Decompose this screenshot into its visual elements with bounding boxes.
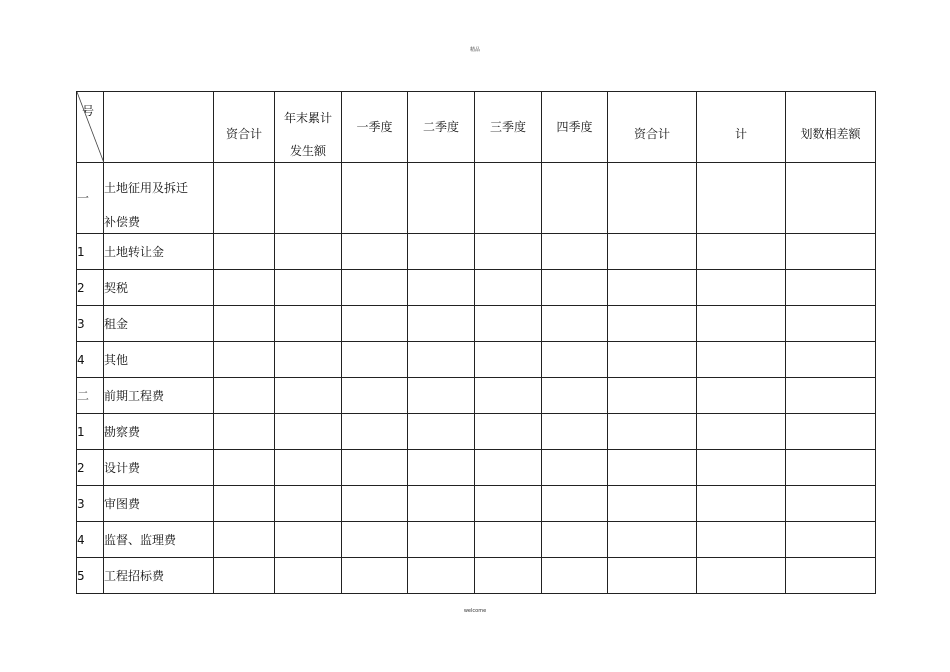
header-plan: 计 (697, 92, 786, 163)
table-cell (275, 414, 342, 450)
table-cell (342, 234, 408, 270)
table-cell (342, 486, 408, 522)
row-name: 契税 (104, 270, 214, 306)
table-cell (475, 163, 542, 234)
table-cell (275, 270, 342, 306)
table-cell (342, 414, 408, 450)
budget-table (76, 91, 876, 594)
table-cell (542, 450, 608, 486)
table-cell (408, 378, 475, 414)
table-cell (214, 270, 275, 306)
row-index: 二 (77, 378, 104, 414)
table-cell (275, 163, 342, 234)
row-name: 土地转让金 (104, 234, 214, 270)
row-index: 3 (77, 486, 104, 522)
table-cell (408, 522, 475, 558)
table-cell (608, 163, 697, 234)
table-cell (697, 450, 786, 486)
table-cell (786, 342, 876, 378)
table-cell (342, 378, 408, 414)
table-cell (697, 558, 786, 594)
row-index: 2 (77, 270, 104, 306)
table-cell (608, 270, 697, 306)
table-cell (342, 558, 408, 594)
header-year-end-line1: 年末累计 (283, 110, 332, 125)
table-cell (542, 558, 608, 594)
table-cell (475, 306, 542, 342)
table-cell (608, 486, 697, 522)
row-index: 1 (77, 234, 104, 270)
table-cell (342, 270, 408, 306)
table-row (77, 450, 876, 486)
table-row (77, 378, 876, 414)
row-name: 工程招标费 (104, 558, 214, 594)
table-cell (275, 234, 342, 270)
table-cell (275, 450, 342, 486)
table-cell (475, 522, 542, 558)
table-body (77, 234, 876, 594)
row-index: 4 (77, 522, 104, 558)
header-total-investment: 资合计 (214, 92, 275, 163)
table-row (77, 234, 876, 270)
header-q3: 三季度 (475, 92, 542, 163)
table-cell (275, 342, 342, 378)
page-header-mark: 精品 (469, 47, 480, 53)
table-cell (214, 342, 275, 378)
table-cell (786, 486, 876, 522)
row-name: 勘察费 (104, 414, 214, 450)
table-cell (608, 234, 697, 270)
table-cell (214, 163, 275, 234)
table-cell (542, 342, 608, 378)
header-year-end-cumulative (275, 92, 342, 163)
table-cell (275, 306, 342, 342)
table-cell (408, 414, 475, 450)
table-cell (542, 163, 608, 234)
table-cell (475, 234, 542, 270)
table-cell (475, 378, 542, 414)
row-name-line1: 土地征用及拆迁 (104, 180, 189, 195)
table-cell (214, 522, 275, 558)
table-row (77, 558, 876, 594)
table-cell (542, 486, 608, 522)
table-cell (542, 414, 608, 450)
table-cell (408, 558, 475, 594)
table-cell (786, 450, 876, 486)
table-cell (214, 558, 275, 594)
table-row (77, 306, 876, 342)
table-cell (342, 522, 408, 558)
table-cell (786, 270, 876, 306)
table-cell (408, 342, 475, 378)
table-cell (697, 486, 786, 522)
table-cell (542, 522, 608, 558)
table-cell (542, 306, 608, 342)
table-cell (786, 163, 876, 234)
row-name: 监督、监理费 (104, 522, 214, 558)
row-index: 4 (77, 342, 104, 378)
table-cell (408, 270, 475, 306)
table-row (77, 486, 876, 522)
table-cell (786, 306, 876, 342)
table-cell (214, 486, 275, 522)
table-cell (697, 342, 786, 378)
table-cell (275, 486, 342, 522)
table-cell (608, 522, 697, 558)
row-name: 其他 (104, 342, 214, 378)
table-cell (475, 486, 542, 522)
row-index: 5 (77, 558, 104, 594)
table-cell (697, 414, 786, 450)
row-name: 设计费 (104, 450, 214, 486)
table-cell (542, 270, 608, 306)
row-name (104, 163, 214, 234)
table-cell (275, 378, 342, 414)
table-cell (786, 414, 876, 450)
table-row (77, 342, 876, 378)
table-header-row (77, 92, 876, 163)
row-name-line2: 补偿费 (104, 214, 141, 229)
table-cell (214, 378, 275, 414)
header-total-investment-2: 资合计 (608, 92, 697, 163)
table-row (77, 414, 876, 450)
table-cell (408, 234, 475, 270)
header-plan-difference: 划数相差额 (786, 92, 876, 163)
table-cell (697, 378, 786, 414)
header-q4: 四季度 (542, 92, 608, 163)
table-row (77, 163, 876, 234)
table-cell (408, 450, 475, 486)
table-cell (475, 450, 542, 486)
table-cell (342, 163, 408, 234)
header-year-end-line2: 发生额 (289, 143, 326, 158)
table-cell (697, 306, 786, 342)
table-cell (697, 270, 786, 306)
header-item-cell (104, 92, 214, 163)
page-footer-mark: welcome (463, 608, 487, 614)
table-cell (542, 378, 608, 414)
table-cell (608, 306, 697, 342)
row-index: 3 (77, 306, 104, 342)
table-cell (786, 558, 876, 594)
row-name: 租金 (104, 306, 214, 342)
table-cell (342, 342, 408, 378)
row-index: 一 (77, 163, 104, 234)
table-cell (342, 450, 408, 486)
table-cell (275, 558, 342, 594)
table-cell (214, 450, 275, 486)
table-cell (697, 522, 786, 558)
table-cell (342, 306, 408, 342)
table-cell (214, 414, 275, 450)
table-cell (786, 522, 876, 558)
row-name: 前期工程费 (104, 378, 214, 414)
table-cell (608, 378, 697, 414)
table-cell (608, 414, 697, 450)
table-row (77, 270, 876, 306)
table-cell (475, 342, 542, 378)
table-cell (542, 234, 608, 270)
header-num-cell (77, 92, 104, 163)
table-cell (475, 558, 542, 594)
table-cell (608, 558, 697, 594)
table-cell (408, 306, 475, 342)
table-cell (697, 234, 786, 270)
table-cell (697, 163, 786, 234)
table-cell (786, 378, 876, 414)
diagonal-line (77, 92, 104, 163)
header-num-label: 号 (82, 104, 95, 118)
table-cell (408, 163, 475, 234)
table-row (77, 522, 876, 558)
table-cell (275, 522, 342, 558)
table-cell (408, 486, 475, 522)
table-cell (475, 414, 542, 450)
table-cell (608, 342, 697, 378)
header-q1: 一季度 (342, 92, 408, 163)
row-index: 1 (77, 414, 104, 450)
row-name: 审图费 (104, 486, 214, 522)
table-cell (214, 306, 275, 342)
table-cell (608, 450, 697, 486)
table-cell (475, 270, 542, 306)
table-cell (214, 234, 275, 270)
row-index: 2 (77, 450, 104, 486)
header-q2: 二季度 (408, 92, 475, 163)
table-cell (786, 234, 876, 270)
